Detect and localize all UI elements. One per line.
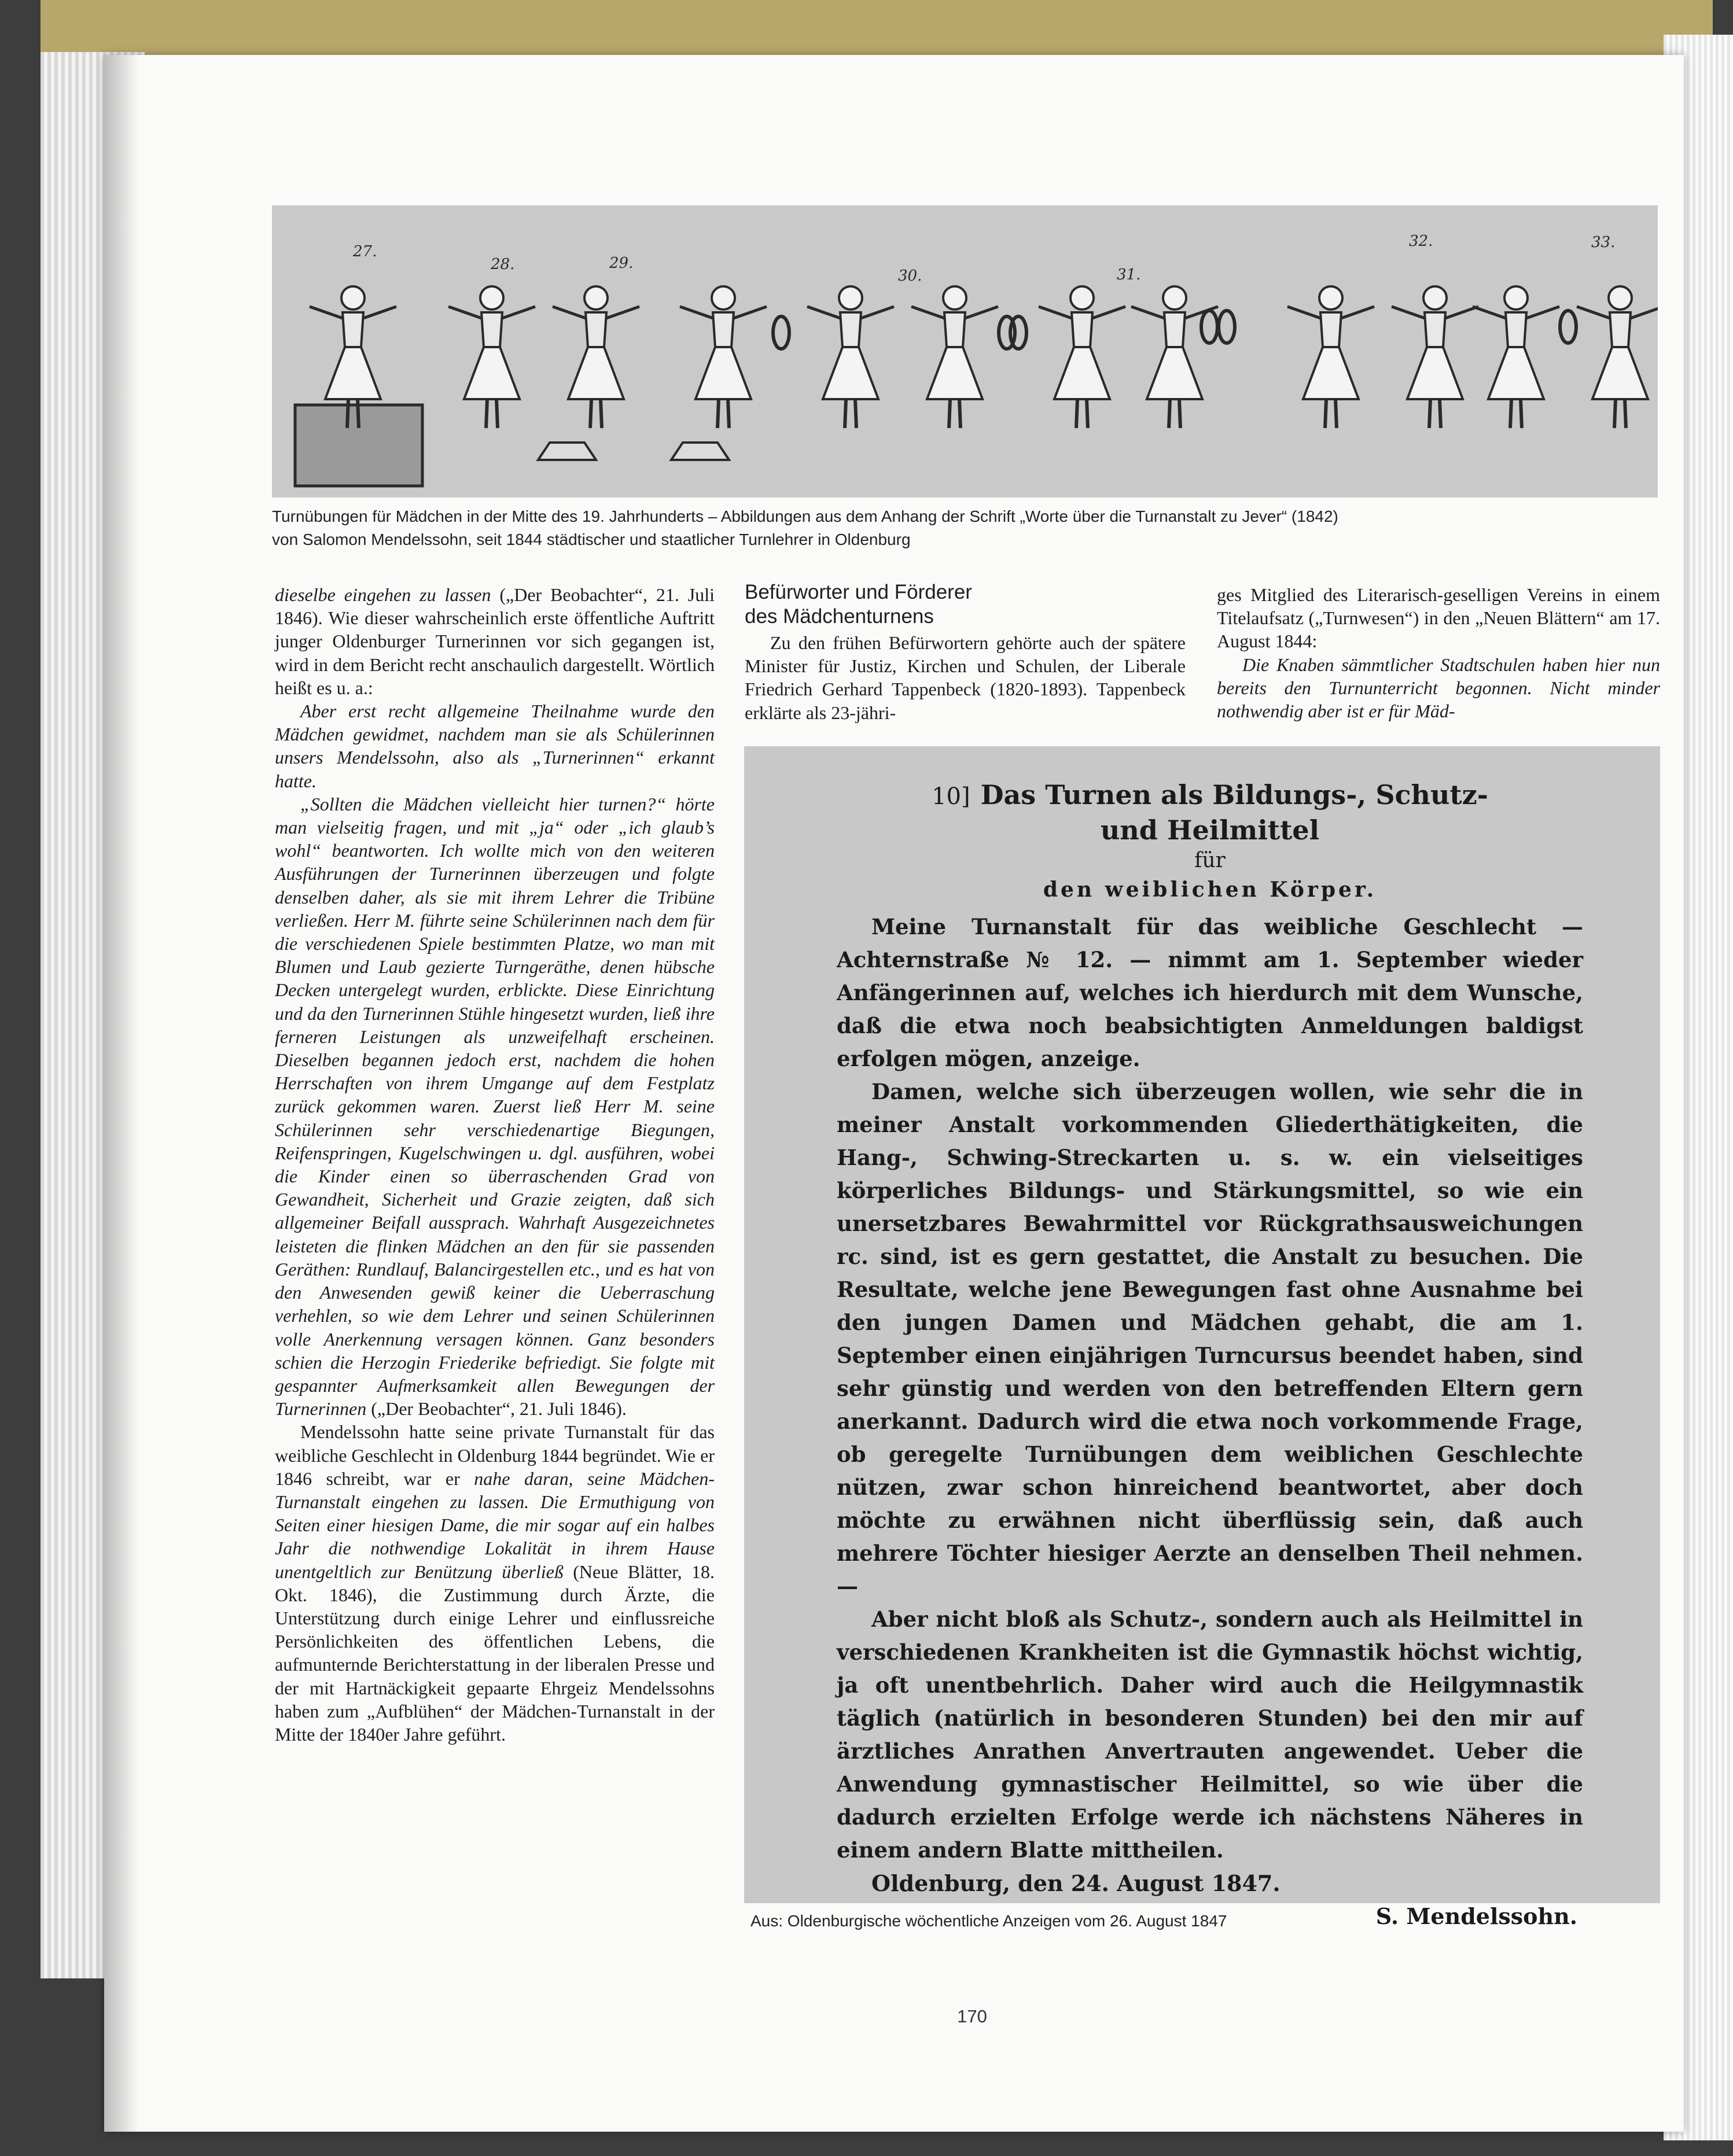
figure-head (943, 286, 966, 309)
figure-leg (1325, 399, 1326, 428)
figure-arm (1473, 307, 1506, 318)
section-heading (745, 580, 1186, 629)
figure-leg (1076, 399, 1077, 428)
figure-arm (861, 307, 894, 318)
figure-bodice (840, 312, 861, 347)
figure-leg (949, 399, 950, 428)
figure-head (1319, 286, 1342, 309)
figure-arm (502, 307, 535, 318)
spine-shadow (104, 55, 139, 2132)
figure-number-28: 28. (491, 256, 515, 273)
gymnastics-figures-drawing (272, 205, 1658, 497)
figure-skirt (1054, 347, 1110, 399)
paragraph-text: („Der Beobachter“, 21. Juli 1846). Wie dieser wahrscheinlich erste öffentliche Auftritt junger Oldenburger Turnerinnen vor sich gegangen ist, wird in dem Bericht recht anschaulich dargestellt. Wörtlich heißt es u. a.: (275, 584, 715, 698)
clipping-source: Aus: Oldenburgische wöchentliche Anzeigen vom 26. August 1847 (750, 1912, 1227, 1930)
clipping-title-line-2: und Heilmittel (1100, 815, 1320, 846)
hoop (1010, 316, 1026, 349)
figure-bodice (1072, 312, 1092, 347)
figure-arm (363, 307, 396, 318)
figure-head (839, 286, 862, 309)
figure-head (1070, 286, 1094, 309)
figure-leg (486, 399, 487, 428)
figure-arm (310, 307, 343, 318)
clipping-date: Oldenburg, den 24. August 1847. (871, 1870, 1281, 1896)
italic-quote: dieselbe eingehen zu lassen (275, 584, 491, 605)
figure-head (480, 286, 503, 309)
clipping-title-line-1: Das Turnen als Bildungs-, Schutz- (980, 779, 1488, 810)
figure-arm (1092, 307, 1125, 318)
clipping-signature: S. Mendelssohn. (1375, 1903, 1577, 1929)
paragraph-mendelssohn (275, 1420, 715, 1746)
figure-leg (1179, 399, 1180, 428)
figure-leg (728, 399, 729, 428)
figure-skirt (927, 347, 983, 399)
figure-caption (272, 505, 1661, 551)
clipping-title (837, 778, 1583, 813)
figure-leg (1625, 399, 1626, 428)
figure-leg (1087, 399, 1088, 428)
figure-arm (1526, 307, 1559, 318)
figure-skirt (1147, 347, 1202, 399)
figure-skirt (568, 347, 624, 399)
figure-arm (1341, 307, 1374, 318)
figure-leg (718, 399, 719, 428)
text-column-left (275, 583, 715, 1746)
balance-stand (538, 443, 596, 460)
figure-head (341, 286, 365, 309)
figure-leg (1521, 399, 1522, 428)
figure-leg (590, 399, 591, 428)
clipping-number: 10] (932, 783, 970, 810)
figure-leg (1440, 399, 1441, 428)
caption-line-2: von Salomon Mendelssohn, seit 1844 städtischer und staatlicher Turnlehrer in Oldenburg (272, 530, 911, 548)
figure-leg (855, 399, 856, 428)
figure-bodice (586, 312, 606, 347)
gymnastics-illustration (272, 205, 1658, 497)
quote-paragraph: Die Knaben sämmtlicher Stadtschulen haben hier nun bereits den Turnunterricht begonnen. Nicht minder nothwendig aber ist er für Mäd- (1217, 654, 1660, 722)
figure-skirt (1303, 347, 1359, 399)
figure-skirt (696, 347, 751, 399)
heading-line-2: des Mädchenturnens (745, 605, 934, 628)
figure-skirt (325, 347, 381, 399)
paragraph-tappenbeck: Zu den frühen Befürwortern gehörte auch der spätere Minister für Justiz, Kirchen und Schulen, der Liberale Friedrich Gerhard Tappenbeck (1820-1893). Tappenbeck erklärte als 23-jähri- (745, 632, 1186, 723)
heading-line-1: Befürworter und Förderer (745, 581, 972, 603)
figure-bodice (1164, 312, 1185, 347)
figure-arm (1392, 307, 1425, 318)
figure-number-30: 30. (898, 267, 922, 285)
figure-arm (448, 307, 481, 318)
figure-arm (606, 307, 639, 318)
figure-skirt (823, 347, 878, 399)
figure-number-31: 31. (1117, 266, 1141, 283)
figure-bodice (1320, 312, 1341, 347)
figure-bodice (481, 312, 502, 347)
clipping-paragraph-1: Meine Turnanstalt für das weibliche Geschlecht — Achternstraße № 12. — nimmt am 1. September wieder Anfängerinnen auf, welches ich hierdurch mit dem Wunsche, daß die etwa noch beabsichtigten Anmeldungen baldigst erfolgen mögen, anzeige. (837, 914, 1583, 1071)
figure-number-33: 33. (1591, 234, 1616, 251)
figure-bodice (343, 312, 363, 347)
figure-bodice (1610, 312, 1631, 347)
figure-head (712, 286, 735, 309)
quote-text: „Sollten die Mädchen vielleicht hier turnen?“ hörte man vielseitig fragen, und mit „ja“ oder „ich glaub’s wohl“ beantworten. Ich wollte mich von den weiteren Ausführungen der Turnerinnen überzeugen und folgte denselben daher, als sie mit ihrem Lehrer die Tribüne verließen. Herr M. führte seine Schülerinnen nach dem für die verschiedenen Spiele bestimmten Platze, wo man mit Blumen und Laub gezierte Turngeräthe, denen hübsche Decken untergelegt wurden, erblickte. Diese Einrichtung und da den Turnerinnen Stühle hingesetzt wurden, ließ ihre ferneren Leistungen als unzweifelhaft erscheinen. Dieselben begannen jedoch erst, nachdem die hohen Herrschaften von ihrem Umgange auf dem Festplatz zurück gekommen waren. Zuerst ließ Herr M. seine Schülerinnen sehr verschiedenartige Biegungen, Reifenspringen, Kugelschwingen u. dgl. ausführen, wobei die Kinder einen so überraschenden Grad von Gewandheit, Sicherheit und Grazie zeigten, daß sich allgemeiner Beifall aussprach. Wahrhaft Ausgezeichnetes leisteten die flinken Mädchen an den für sie passenden Geräthen: Rundlauf, Balancirgestellen etc., und es hat von den Anwesenden gewiß keiner die Ueberraschung verhehlen, so wie dem Lehrer und seinen Schülerinnen volle Anerkennung versagen können. Ganz besonders schien die Herzogin Friederike befriedigt. Sie folgte mit gespannter Aufmerksamkeit allen Bewegungen der Turnerinnen (275, 793, 715, 1420)
figure-skirt (1592, 347, 1648, 399)
figure-number-27: 27. (353, 243, 377, 260)
figure-skirt (1488, 347, 1544, 399)
figure-leg (959, 399, 961, 428)
figure-arm (553, 307, 586, 318)
figure-number-32: 32. (1409, 233, 1433, 250)
figure-head (584, 286, 608, 309)
figure-head (1423, 286, 1447, 309)
text-column-right (1217, 583, 1660, 723)
clipping-body (837, 911, 1583, 1867)
paragraph-text: Mendelssohn hatte seine private Turnanstalt für das weibliche Geschlecht in Oldenburg 1844 begründet. Wie er 1846 schreibt, war er (275, 1421, 715, 1489)
figure-arm (1287, 307, 1320, 318)
text-column-middle (745, 580, 1186, 724)
quote-paragraph-1: Aber erst recht allgemeine Theilnahme wurde den Mädchen gewidmet, nachdem man sie als Schülerinnen unsers Mendelssohn, also als „Turnerinnen“ erkannt hatte. (275, 701, 715, 791)
figure-head (1609, 286, 1632, 309)
hoop (1560, 311, 1576, 343)
paragraph-1 (275, 583, 715, 699)
figure-leg (1169, 399, 1170, 428)
figure-leg (1429, 399, 1430, 428)
figure-arm (965, 307, 998, 318)
figure-leg (845, 399, 846, 428)
figure-skirt (1407, 347, 1463, 399)
clipping-subtitle: den weiblichen Körper. (1043, 878, 1377, 902)
figure-bodice (713, 312, 734, 347)
italic-quote: nahe daran, seine Mädchen-Turnanstalt eingehen zu lassen. Die Ermuthigung von Seiten einer hiesigen Dame, die mir sogar auf ein halbes Jahr die nothwendige Lokalität in ihrem Hause unentgeltlich zur Benützung überließ (275, 1468, 715, 1582)
figure-head (1163, 286, 1186, 309)
hoop (773, 316, 789, 349)
figure-number-29: 29. (609, 255, 634, 272)
figure-head (1504, 286, 1528, 309)
figure-arm (1131, 307, 1164, 318)
figure-arm (807, 307, 840, 318)
clipping-fur: für (1194, 849, 1226, 872)
figure-arm (1039, 307, 1072, 318)
figure-arm (734, 307, 767, 318)
figure-leg (601, 399, 602, 428)
figure-arm (680, 307, 713, 318)
figure-leg (1510, 399, 1511, 428)
figure-leg (1614, 399, 1616, 428)
paragraph-continued: ges Mitglied des Literarisch-geselligen Vereins in einem Titelaufsatz („Turnwesen“) in den „Neuen Blättern“ am 17. August 1844: (1217, 584, 1660, 652)
clipping-paragraph-3: Aber nicht bloß als Schutz-, sondern auch als Heilmittel in verschiedenen Krankheiten ist die Gymnastik höchst wichtig, ja oft unentbehrlich. Daher wird auch die Heilgymnastik täglich (natürlich in besonderen Stunden) bei den mir auf ärztliches Anrathen Anvertrauten angewendet. Ueber die Anwendung gymnastischer Heilmittel, so wie über die dadurch erzielten Erfolge werde ich nächstens Näheres in einem andern Blatte mittheilen. (837, 1606, 1583, 1863)
figure-leg (347, 399, 348, 428)
figure-leg (496, 399, 498, 428)
caption-line-1: Turnübungen für Mädchen in der Mitte des 19. Jahrhunderts – Abbildungen aus dem Anhang der Schrift „Worte über die Turnanstalt zu Jever“ (1842) (272, 507, 1338, 525)
balance-stand (671, 443, 729, 460)
page-number: 170 (957, 2006, 987, 2026)
hoop (1201, 311, 1217, 343)
quote-paragraph-2 (275, 793, 715, 1420)
paragraph-text: (Neue Blätter, 18. Okt. 1846), die Zustimmung durch Ärzte, die Unterstützung durch einige Lehrer und einflussreiche Persönlichkeiten des öffentlichen Lebens, die aufmunternde Berichterstattung in der liberalen Presse und der mit Hartnäckigkeit gepaarte Ehrgeiz Mendelssohns haben zum „Aufblühen“ der Mädchen-Turnanstalt in der Mitte der 1840er Jahre geführt. (275, 1561, 715, 1745)
figure-arm (1631, 307, 1658, 318)
figure-arm (911, 307, 944, 318)
figure-leg (358, 399, 359, 428)
quote-source: („Der Beobachter“, 21. Juli 1846). (366, 1398, 627, 1420)
figure-arm (1577, 307, 1610, 318)
hoop (1219, 311, 1235, 343)
figure-bodice (1506, 312, 1526, 347)
figure-leg (1335, 399, 1337, 428)
figure-skirt (464, 347, 520, 399)
clipping-paragraph-2: Damen, welche sich überzeugen wollen, wie sehr die in meiner Anstalt vorkommenden Gliederthätigkeiten, die Hang-, Schwing-Streckarten u. s. w. ein vielseitiges körperliches Bildungs- und Stärkungsmittel, so wie ein unersetzbares Bewahrmittel vor Rückgrathsausweichungen rc. sind, ist es gern gestattet, die Anstalt zu besuchen. Die Resultate, welche jene Bewegungen fast ohne Ausnahme bei den jungen Damen und Mädchen gehabt, die am 1. September einen einjährigen Turncursus beendet haben, sind sehr günstig und werden von den betreffenden Eltern gern anerkannt. Dadurch wird die etwa noch vorkommende Frage, ob geregelte Turnübungen dem weiblichen Geschlechte nützen, zwar schon hinreichend beantwortet, aber doch möchte zu erwähnen nicht überflüssig sein, daß auch mehrere Töchter hiesiger Aerzte an denselben Theil nehmen. — (837, 1079, 1583, 1599)
figure-bodice (1425, 312, 1445, 347)
figure-bodice (944, 312, 965, 347)
